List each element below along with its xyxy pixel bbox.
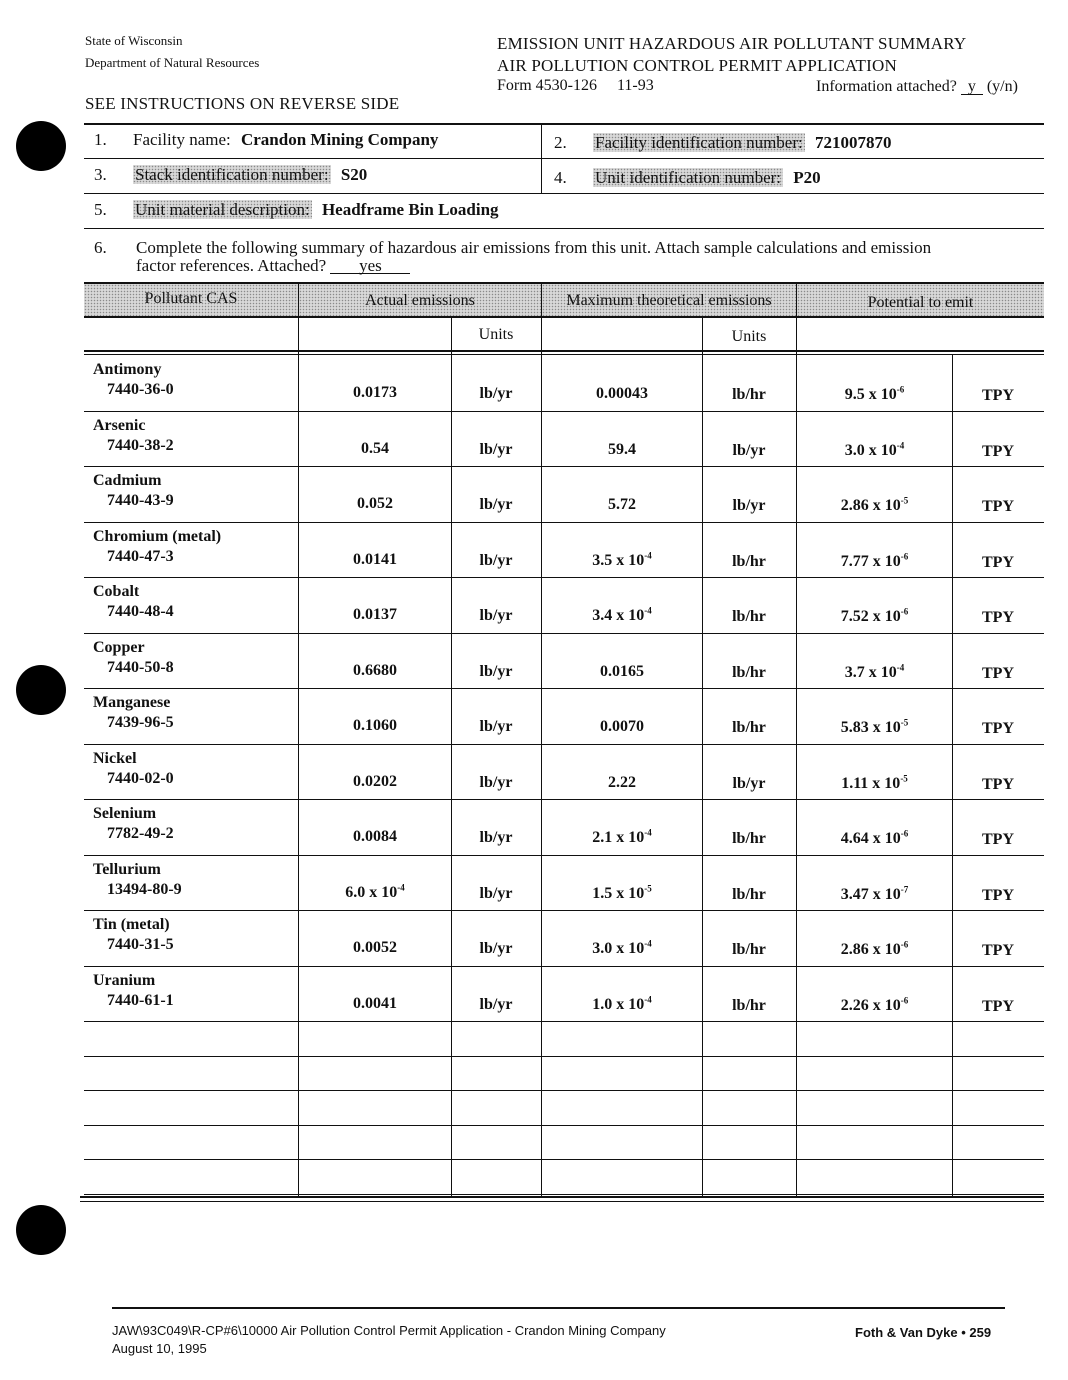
actual-emissions-units: lb/yr xyxy=(479,662,513,680)
header-actual-emissions: Actual emissions xyxy=(365,292,475,309)
actual-emissions-units: lb/yr xyxy=(479,773,513,791)
table-header-double-rule-1 xyxy=(84,350,1044,352)
rule-fields-top xyxy=(84,123,1044,125)
form-date: 11-93 xyxy=(617,77,654,94)
info-attached-hint: (y/n) xyxy=(986,78,1018,95)
potential-to-emit-value-exponent: -6 xyxy=(896,384,905,395)
max-emissions-units: lb/hr xyxy=(732,885,766,903)
potential-to-emit-value-base: 3.47 x 10 xyxy=(840,885,901,903)
potential-to-emit-value-base: 3.7 x 10 xyxy=(844,663,897,681)
field-6-number: 6. xyxy=(94,238,107,257)
potential-to-emit-value xyxy=(797,386,952,404)
facility-name-value: Crandon Mining Company xyxy=(240,130,439,149)
potential-to-emit-value-base: 2.86 x 10 xyxy=(840,941,901,958)
rule-row1 xyxy=(84,158,1044,159)
table-header-double-rule-2 xyxy=(84,354,1044,355)
pollutant-cas: 7440-02-0 xyxy=(107,769,174,787)
actual-emissions-value: 0.54 xyxy=(361,439,389,457)
table-empty-row-rule xyxy=(84,1125,1044,1126)
max-emissions-value: 0.0070 xyxy=(600,718,644,735)
max-emissions-value: 0.0165 xyxy=(600,662,644,680)
field-unit-material xyxy=(94,200,499,220)
max-emissions-units: lb/hr xyxy=(732,996,766,1014)
potential-to-emit-units: TPY xyxy=(982,831,1014,848)
potential-to-emit-value-exponent: -4 xyxy=(896,662,905,673)
potential-to-emit-value xyxy=(797,941,952,959)
field-4-label: Unit identification number: xyxy=(595,168,782,187)
field-6-instructions: Complete the following summary of hazardous air emissions from this unit. Attach sample calculations and emission xyxy=(136,238,932,257)
pollutant-name: Nickel xyxy=(93,749,137,767)
field-4-number: 4. xyxy=(554,168,567,187)
pollutant-name: Selenium xyxy=(93,805,157,822)
table-top-rule xyxy=(84,282,1044,284)
header-pollutant-cas: Pollutant CAS xyxy=(144,290,238,307)
max-emissions-units: lb/hr xyxy=(732,608,766,625)
potential-to-emit-value-base: 1.11 x 10 xyxy=(841,774,901,792)
potential-to-emit-value-exponent: -6 xyxy=(900,606,909,617)
pollutant-cas: 7440-36-0 xyxy=(107,381,174,398)
actual-emissions-units: lb/yr xyxy=(479,829,513,846)
actual-emissions-units: lb/yr xyxy=(479,884,513,902)
actual-emissions-value-exponent: -4 xyxy=(397,882,405,893)
potential-to-emit-value-exponent: -6 xyxy=(900,995,909,1006)
actual-emissions-units: lb/yr xyxy=(479,496,513,513)
table-bottom-rule-2 xyxy=(80,1201,1044,1202)
max-emissions-value-exponent: -4 xyxy=(644,550,652,561)
info-attached-value: y xyxy=(961,79,983,95)
table-row-rule xyxy=(84,633,1044,634)
footer-date: August 10, 1995 xyxy=(112,1341,207,1356)
max-emissions-units: lb/hr xyxy=(732,386,766,403)
max-emissions-units: lb/hr xyxy=(732,663,766,681)
pollutant-name: Cadmium xyxy=(93,472,162,489)
potential-to-emit-units: TPY xyxy=(982,886,1014,904)
pollutant-name: Uranium xyxy=(93,971,156,989)
max-emissions-value-base: 1.0 x 10 xyxy=(592,995,645,1013)
potential-to-emit-units: TPY xyxy=(982,442,1014,460)
max-emissions-value: 0.00043 xyxy=(596,385,648,402)
form-subtitle: AIR POLLUTION CONTROL PERMIT APPLICATION xyxy=(497,56,897,75)
instructions-note: SEE INSTRUCTIONS ON REVERSE SIDE xyxy=(85,94,400,113)
header-max-units: Units xyxy=(731,328,767,345)
potential-to-emit-units: TPY xyxy=(982,609,1014,626)
field-6-instructions-2 xyxy=(136,256,410,276)
max-emissions-value-base: 1.5 x 10 xyxy=(592,884,645,902)
state-label: State of Wisconsin xyxy=(85,33,183,48)
max-emissions-units: lb/hr xyxy=(732,719,766,736)
field-facility-name xyxy=(94,130,438,150)
table-row-rule xyxy=(84,744,1044,745)
potential-to-emit-value xyxy=(797,719,952,737)
punch-hole-bottom xyxy=(16,1205,66,1255)
table-empty-row-rule xyxy=(84,1194,1044,1195)
field-5-label: Unit material description: xyxy=(135,200,310,219)
max-emissions-value-exponent: -4 xyxy=(644,938,652,949)
table-row-rule xyxy=(84,577,1044,578)
max-emissions-value xyxy=(542,885,702,903)
field-2-label: Facility identification number: xyxy=(595,133,803,152)
potential-to-emit-units: TPY xyxy=(982,553,1014,571)
pollutant-cas: 7440-31-5 xyxy=(107,936,174,953)
pollutant-cas: 7440-38-2 xyxy=(107,436,174,454)
actual-emissions-units: lb/yr xyxy=(479,551,513,569)
pollutant-cas: 7440-50-8 xyxy=(107,658,174,676)
info-attached xyxy=(816,78,1018,96)
actual-emissions-value: 0.0041 xyxy=(353,994,397,1012)
actual-emissions-value-base: 6.0 x 10 xyxy=(345,883,398,901)
punch-hole-middle xyxy=(16,665,66,715)
pollutant-name: Tin (metal) xyxy=(93,916,170,933)
max-emissions-value-base: 2.1 x 10 xyxy=(592,829,645,846)
field-3-label: Stack identification number: xyxy=(135,165,329,184)
max-emissions-value: 5.72 xyxy=(608,496,636,513)
footer-rule xyxy=(112,1307,1005,1309)
max-emissions-value-base: 3.5 x 10 xyxy=(592,551,645,569)
potential-to-emit-value-exponent: -7 xyxy=(900,884,909,895)
header-potential-to-emit: Potential to emit xyxy=(867,294,974,311)
rule-fields-divider xyxy=(541,123,542,193)
potential-to-emit-value-base: 9.5 x 10 xyxy=(844,386,897,403)
table-empty-row-rule xyxy=(84,1056,1044,1057)
max-emissions-units: lb/yr xyxy=(732,774,766,792)
pollutant-cas: 7440-47-3 xyxy=(107,547,174,565)
potential-to-emit-value-exponent: -6 xyxy=(900,828,909,839)
table-row-rule xyxy=(84,855,1044,856)
table-row-rule xyxy=(84,966,1044,967)
potential-to-emit-value-base: 5.83 x 10 xyxy=(840,719,901,736)
facility-id-value: 721007870 xyxy=(814,133,892,152)
actual-emissions-value xyxy=(299,884,451,902)
max-emissions-units: lb/yr xyxy=(732,441,766,459)
actual-emissions-value: 0.0173 xyxy=(353,384,397,401)
actual-emissions-value: 0.052 xyxy=(357,495,393,512)
actual-emissions-value: 0.1060 xyxy=(353,717,397,734)
table-col-line-actual xyxy=(541,282,542,1196)
field-3-number: 3. xyxy=(94,165,107,184)
max-emissions-value xyxy=(542,552,702,570)
max-emissions-units: lb/hr xyxy=(732,941,766,958)
table-row-rule xyxy=(84,688,1044,689)
rule-row3 xyxy=(84,228,1044,229)
punch-hole-top xyxy=(16,121,66,171)
pollutant-name: Chromium (metal) xyxy=(93,527,222,545)
potential-to-emit-value xyxy=(797,664,952,682)
pollutant-cas: 7440-48-4 xyxy=(107,603,174,620)
form-number-text: Form 4530-126 xyxy=(497,77,597,94)
field-stack-id xyxy=(94,165,367,185)
potential-to-emit-value-exponent: -5 xyxy=(900,773,908,784)
actual-emissions-value: 0.0202 xyxy=(353,772,397,790)
max-emissions-value-exponent: -5 xyxy=(644,883,652,894)
table-row-rule xyxy=(84,910,1044,911)
table-row-rule xyxy=(84,466,1044,467)
table-row-rule xyxy=(84,1021,1044,1022)
max-emissions-value xyxy=(542,996,702,1014)
potential-to-emit-value-exponent: -5 xyxy=(900,717,909,728)
pollutant-cas: 7440-61-1 xyxy=(107,991,174,1009)
potential-to-emit-value-base: 2.26 x 10 xyxy=(840,996,901,1014)
table-col-line-pollutant xyxy=(298,282,299,1196)
header-max-emissions: Maximum theoretical emissions xyxy=(566,292,772,309)
potential-to-emit-units: TPY xyxy=(982,997,1014,1015)
pollutant-name: Cobalt xyxy=(93,583,140,600)
unit-material-value: Headframe Bin Loading xyxy=(321,200,499,219)
actual-emissions-units: lb/yr xyxy=(479,940,513,957)
actual-emissions-value: 0.0137 xyxy=(353,606,397,623)
actual-emissions-units: lb/yr xyxy=(479,440,513,458)
pollutant-name: Copper xyxy=(93,638,145,656)
potential-to-emit-value-exponent: -6 xyxy=(900,939,909,950)
unit-id-value: P20 xyxy=(793,168,821,187)
table-empty-row-rule xyxy=(84,1159,1044,1160)
potential-to-emit-value xyxy=(797,997,952,1015)
max-emissions-value-exponent: -4 xyxy=(644,605,652,616)
potential-to-emit-value xyxy=(797,442,952,460)
stack-id-value: S20 xyxy=(340,165,368,184)
field-6-attached-label: factor references. Attached? xyxy=(136,256,327,275)
potential-to-emit-units: TPY xyxy=(982,387,1014,404)
actual-emissions-value: 0.0141 xyxy=(353,550,397,568)
table-bottom-rule-1 xyxy=(80,1196,1044,1198)
rule-row2 xyxy=(84,193,1044,194)
max-emissions-units: lb/hr xyxy=(732,830,766,847)
max-emissions-value-base: 3.4 x 10 xyxy=(592,607,645,624)
pollutant-cas: 13494-80-9 xyxy=(107,880,182,898)
footer-firm-page xyxy=(855,1325,991,1340)
pollutant-cas: 7439-96-5 xyxy=(107,714,174,731)
actual-emissions-value: 0.0084 xyxy=(353,828,397,845)
potential-to-emit-units: TPY xyxy=(982,664,1014,682)
potential-to-emit-value-base: 2.86 x 10 xyxy=(840,497,901,514)
field-facility-id xyxy=(554,133,891,153)
potential-to-emit-value xyxy=(797,608,952,626)
table-header-rule xyxy=(84,316,1044,318)
info-attached-label: Information attached? xyxy=(816,78,957,95)
potential-to-emit-value-base: 4.64 x 10 xyxy=(840,830,901,847)
max-emissions-value-base: 3.0 x 10 xyxy=(592,940,645,957)
table-row-rule xyxy=(84,411,1044,412)
potential-to-emit-value-base: 7.52 x 10 xyxy=(840,608,901,625)
max-emissions-value-exponent: -4 xyxy=(644,994,652,1005)
potential-to-emit-units: TPY xyxy=(982,720,1014,737)
pollutant-name: Tellurium xyxy=(93,860,161,878)
actual-emissions-units: lb/yr xyxy=(479,607,513,624)
potential-to-emit-units: TPY xyxy=(982,775,1014,793)
footer-reference: JAW\93C049\R-CP#6\10000 Air Pollution Control Permit Application - Crandon Mining Company xyxy=(112,1323,666,1338)
max-emissions-value: 2.22 xyxy=(608,773,636,791)
department-label: Department of Natural Resources xyxy=(85,55,260,70)
potential-to-emit-value xyxy=(797,830,952,848)
potential-to-emit-value-base: 7.77 x 10 xyxy=(840,552,901,570)
max-emissions-value: 59.4 xyxy=(608,440,636,458)
max-emissions-value-exponent: -4 xyxy=(644,827,652,838)
form-number xyxy=(497,77,654,95)
table-empty-row-rule xyxy=(84,1090,1044,1091)
form-title: EMISSION UNIT HAZARDOUS AIR POLLUTANT SUMMARY xyxy=(497,34,967,53)
potential-to-emit-value-exponent: -6 xyxy=(900,551,909,562)
actual-emissions-value: 0.6680 xyxy=(353,661,397,679)
field-5-number: 5. xyxy=(94,200,107,219)
pollutant-name: Manganese xyxy=(93,694,171,711)
potential-to-emit-value xyxy=(797,886,952,904)
potential-to-emit-value xyxy=(797,497,952,515)
pollutant-name: Arsenic xyxy=(93,416,146,434)
actual-emissions-units: lb/yr xyxy=(479,718,513,735)
potential-to-emit-value-exponent: -4 xyxy=(896,440,905,451)
field-1-label: Facility name: xyxy=(133,130,231,149)
potential-to-emit-value xyxy=(797,775,952,793)
header-actual-units: Units xyxy=(478,326,514,343)
actual-emissions-value: 0.0052 xyxy=(353,939,397,956)
actual-emissions-units: lb/yr xyxy=(479,385,513,402)
max-emissions-units: lb/hr xyxy=(732,552,766,570)
table-row-rule xyxy=(84,799,1044,800)
potential-to-emit-value-base: 3.0 x 10 xyxy=(844,441,897,459)
field-1-number: 1. xyxy=(94,130,107,149)
field-6-attached-value: yes xyxy=(330,258,410,274)
table-row-rule xyxy=(84,522,1044,523)
field-2-number: 2. xyxy=(554,133,567,152)
max-emissions-units: lb/yr xyxy=(732,497,766,514)
max-emissions-value xyxy=(542,940,702,958)
potential-to-emit-units: TPY xyxy=(982,498,1014,515)
potential-to-emit-units: TPY xyxy=(982,942,1014,959)
actual-emissions-units: lb/yr xyxy=(479,995,513,1013)
potential-to-emit-value xyxy=(797,553,952,571)
pollutant-cas: 7782-49-2 xyxy=(107,825,174,842)
potential-to-emit-value-exponent: -5 xyxy=(900,495,909,506)
footer-bullet: • xyxy=(961,1325,966,1340)
footer-firm: Foth & Van Dyke xyxy=(855,1325,958,1340)
table-col-line-max xyxy=(796,282,797,1196)
pollutant-cas: 7440-43-9 xyxy=(107,492,174,509)
pollutant-name: Antimony xyxy=(93,361,162,378)
field-unit-id xyxy=(554,168,821,188)
max-emissions-value xyxy=(542,829,702,847)
max-emissions-value xyxy=(542,607,702,625)
footer-page-number: 259 xyxy=(969,1325,992,1340)
